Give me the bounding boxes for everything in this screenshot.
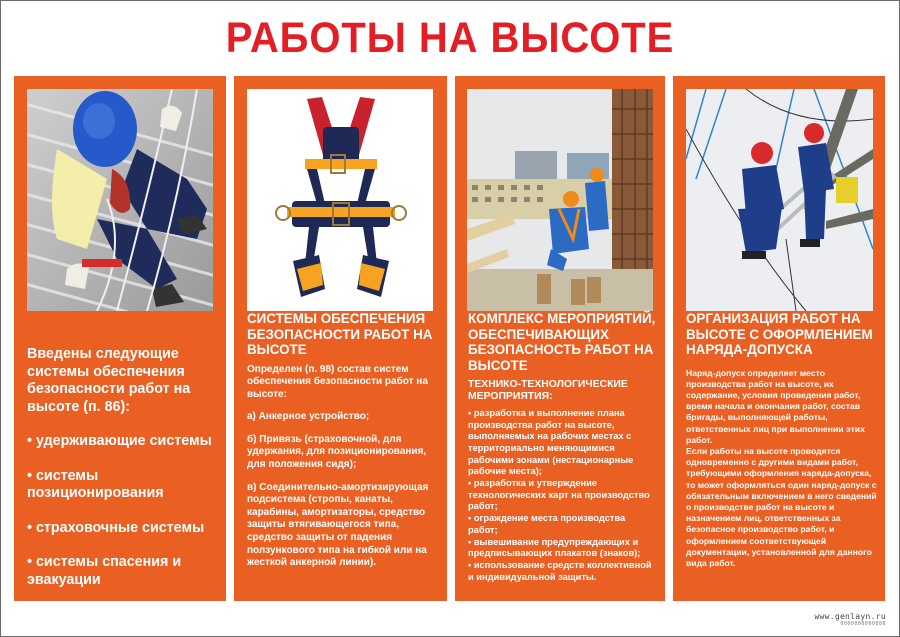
panel-3-text bbox=[468, 311, 657, 583]
panel-3-subheading: ТЕХНИКО-ТЕХНОЛОГИЧЕСКИЕ МЕРОПРИЯТИЯ: bbox=[468, 379, 628, 403]
photo-construction-workers bbox=[467, 89, 653, 311]
photo-safety-harness bbox=[247, 89, 433, 311]
paragraph: Наряд-допуск определяет место производства работ на высоте, их содержание, условия проведения работ, время начала и окончания работ, состав бригады, выполняющей работы, ответственных лиц при выполнении этих работ. bbox=[686, 367, 865, 445]
paragraph: б) Привязь (страховочной, для удержания, для позиционирования, для положения сидя); bbox=[247, 433, 427, 471]
list-item: • страховочные системы bbox=[27, 519, 205, 536]
list-item: • ограждение места производства работ; bbox=[468, 513, 626, 535]
panel-4-heading: ОРГАНИЗАЦИЯ РАБОТ НА ВЫСОТЕ С ОФОРМЛЕНИЕМ НАРЯДА-ДОПУСКА bbox=[686, 311, 873, 357]
list-item: • удерживающие системы bbox=[27, 433, 212, 449]
panel-1-intro: Введены следующие системы обеспечения безопасности работ на высоте (п. 86): bbox=[27, 346, 191, 415]
list-item: • использование средств коллективной и индивидуальной защиты. bbox=[468, 559, 652, 582]
footer bbox=[814, 612, 886, 627]
panel-4-text bbox=[686, 311, 877, 569]
paragraph: в) Соединительно-амортизирующая подсистема (стропы, канаты, карабины, амортизаторы, средство защиты втягивающегося типа, средство защиты от падения ползункового типа на гибкой или на жесткой анкерной линии). bbox=[247, 481, 429, 569]
footer-code: 0000000000000 bbox=[840, 621, 886, 627]
panel-2-text bbox=[247, 311, 439, 580]
paragraph: а) Анкерное устройство; bbox=[247, 411, 370, 423]
panel-work-permit bbox=[673, 76, 885, 601]
photo-powerline-workers bbox=[686, 89, 873, 311]
list-item: • системы спасения и эвакуации bbox=[27, 554, 182, 588]
panel-safety-measures bbox=[455, 76, 665, 601]
panel-1-text bbox=[27, 346, 218, 606]
paragraph: Если работы на высоте проводятся одновременно с другими видами работ, требующими оформления наряда-допуска, то может оформляться один наряд-допуск с обязательным включением в него сведений о производстве работ на высоте и назначением лиц, ответственных за безопасное производство работ, и оформлением соответствующей документации, установленной для данного вида работ. bbox=[686, 445, 877, 568]
list-item: • системы позиционирования bbox=[27, 467, 164, 501]
photo-rope-access-worker bbox=[27, 89, 213, 311]
panel-safety-systems-composition bbox=[234, 76, 447, 601]
list-item: • разработка и утверждение технологических карт на производство работ; bbox=[468, 478, 650, 512]
paragraph: Определен (п. 98) состав систем обеспечения безопасности работ на высоте: bbox=[247, 363, 428, 400]
footer-url: www.genlayn.ru bbox=[814, 612, 886, 621]
panel-safety-systems-list bbox=[14, 76, 226, 601]
list-item: • разработка и выполнение плана производства работ на высоте, выполняемых на рабочих местах с территориально меняющимися рабочими зонами (нестационарные рабочие места); bbox=[468, 407, 634, 477]
panel-2-heading: СИСТЕМЫ ОБЕСПЕЧЕНИЯ БЕЗОПАСНОСТИ РАБОТ НА ВЫСОТЕ bbox=[247, 311, 433, 357]
panel-3-heading: КОМПЛЕКС МЕРОПРИЯТИЙ, ОБЕСПЕЧИВАЮЩИХ БЕЗОПАСНОСТЬ РАБОТ НА ВЫСОТЕ bbox=[468, 311, 656, 373]
list-item: • вывешивание предупреждающих и предписывающих плакатов (знаков); bbox=[468, 536, 641, 559]
poster-title: РАБОТЫ НА ВЫСОТЕ bbox=[225, 14, 675, 62]
